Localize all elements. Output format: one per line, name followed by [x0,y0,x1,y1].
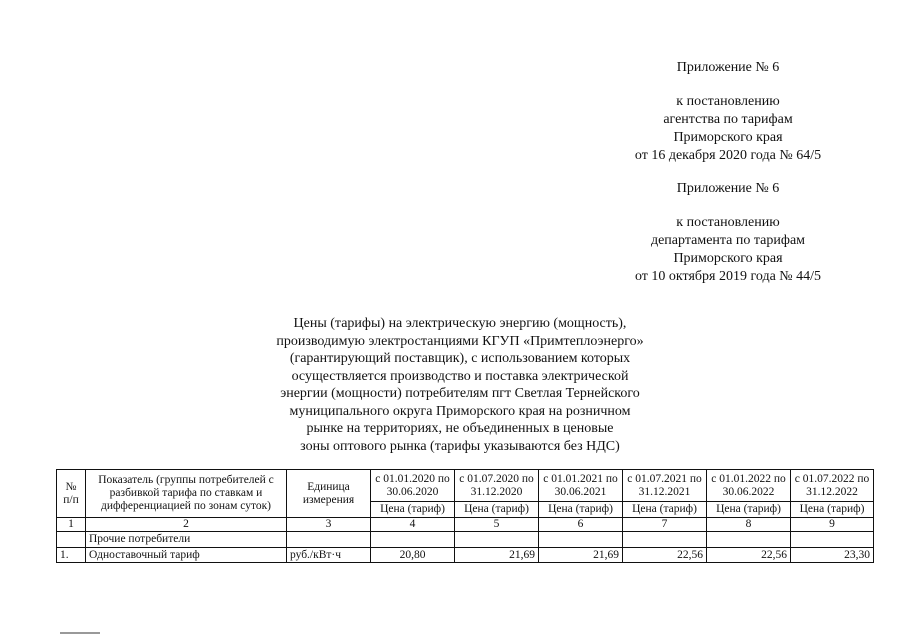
appendix-line: Приморского края [673,130,783,145]
row-unit: руб./кВт·ч [287,548,371,563]
tariff-table [56,469,874,563]
column-number: 7 [623,518,707,532]
header-period: с 01.07.2020 по 31.12.2020 [455,470,539,502]
row-value: 23,30 [791,548,874,563]
header-price: Цена (тариф) [371,502,455,518]
column-number: 1 [57,518,86,532]
row-value: 22,56 [623,548,707,563]
empty-cell [455,532,539,548]
appendix-line: к постановлению [676,94,780,109]
appendix-line: департамента по тарифам [650,233,806,248]
header-row [57,470,874,502]
header-unit: Единица измерения [287,470,371,518]
appendix-line: Приморского края [673,251,783,266]
header-indicator: Показатель (группы потребителей с разбивкой тарифа по ставкам и дифференциацией по зонам суток) [86,470,287,518]
appendix-block-2 [613,180,843,286]
header-period: с 01.07.2022 по 31.12.2022 [791,470,874,502]
row-value: 20,80 [371,548,455,563]
group-label: Прочие потребители [86,532,287,548]
empty-cell [539,532,623,548]
column-number: 6 [539,518,623,532]
column-number: 2 [86,518,287,532]
group-row [57,532,874,548]
header-price: Цена (тариф) [539,502,623,518]
title-line: энергии (мощности) потребителям пгт Светлая Тернейского [280,386,640,401]
appendix-title: Приложение № 6 [676,181,780,196]
appendix-title: Приложение № 6 [676,60,780,75]
row-value: 21,69 [539,548,623,563]
title-line: муниципального округа Приморского края на розничном [289,403,631,419]
header-num: № п/п [57,470,86,518]
empty-cell [57,532,86,548]
appendix-block-1 [613,59,843,165]
header-period: с 01.01.2021 по 30.06.2021 [539,470,623,502]
appendix-line: агентства по тарифам [663,112,793,127]
title-line: производимую электростанциями КГУП «Примтеплоэнерго» [276,333,644,349]
column-number: 3 [287,518,371,532]
column-number: 4 [371,518,455,532]
header-price: Цена (тариф) [791,502,874,518]
column-number: 8 [707,518,791,532]
empty-cell [707,532,791,548]
header-period: с 01.07.2021 по 31.12.2021 [623,470,707,502]
title-line: (гарантирующий поставщик), с использованием которых [289,351,631,366]
header-period: с 01.01.2022 по 30.06.2022 [707,470,791,502]
title-line: рынке на территориях, не объединенных в ценовые [306,421,614,436]
title-line: зоны оптового рынка (тарифы указываются без НДС) [300,438,620,454]
column-number-row [57,518,874,532]
row-indicator: Одноставочный тариф [86,548,287,563]
appendix-line: от 16 декабря 2020 года № 64/5 [634,148,822,163]
empty-cell [287,532,371,548]
header-period: с 01.01.2020 по 30.06.2020 [371,470,455,502]
appendix-line: от 10 октября 2019 года № 44/5 [634,269,822,284]
header-price: Цена (тариф) [623,502,707,518]
header-price: Цена (тариф) [707,502,791,518]
column-number: 9 [791,518,874,532]
title-line: Цены (тарифы) на электрическую энергию (мощность), [293,316,627,331]
title-line: осуществляется производство и поставка электрической [291,368,629,384]
empty-cell [371,532,455,548]
appendix-line: к постановлению [676,215,780,230]
row-value: 21,69 [455,548,539,563]
header-price: Цена (тариф) [455,502,539,518]
empty-cell [623,532,707,548]
row-value: 22,56 [707,548,791,563]
table-row [57,548,874,563]
column-number: 5 [455,518,539,532]
row-number: 1. [57,548,86,563]
scan-mark [60,632,100,634]
empty-cell [791,532,874,548]
document-title [250,315,670,455]
